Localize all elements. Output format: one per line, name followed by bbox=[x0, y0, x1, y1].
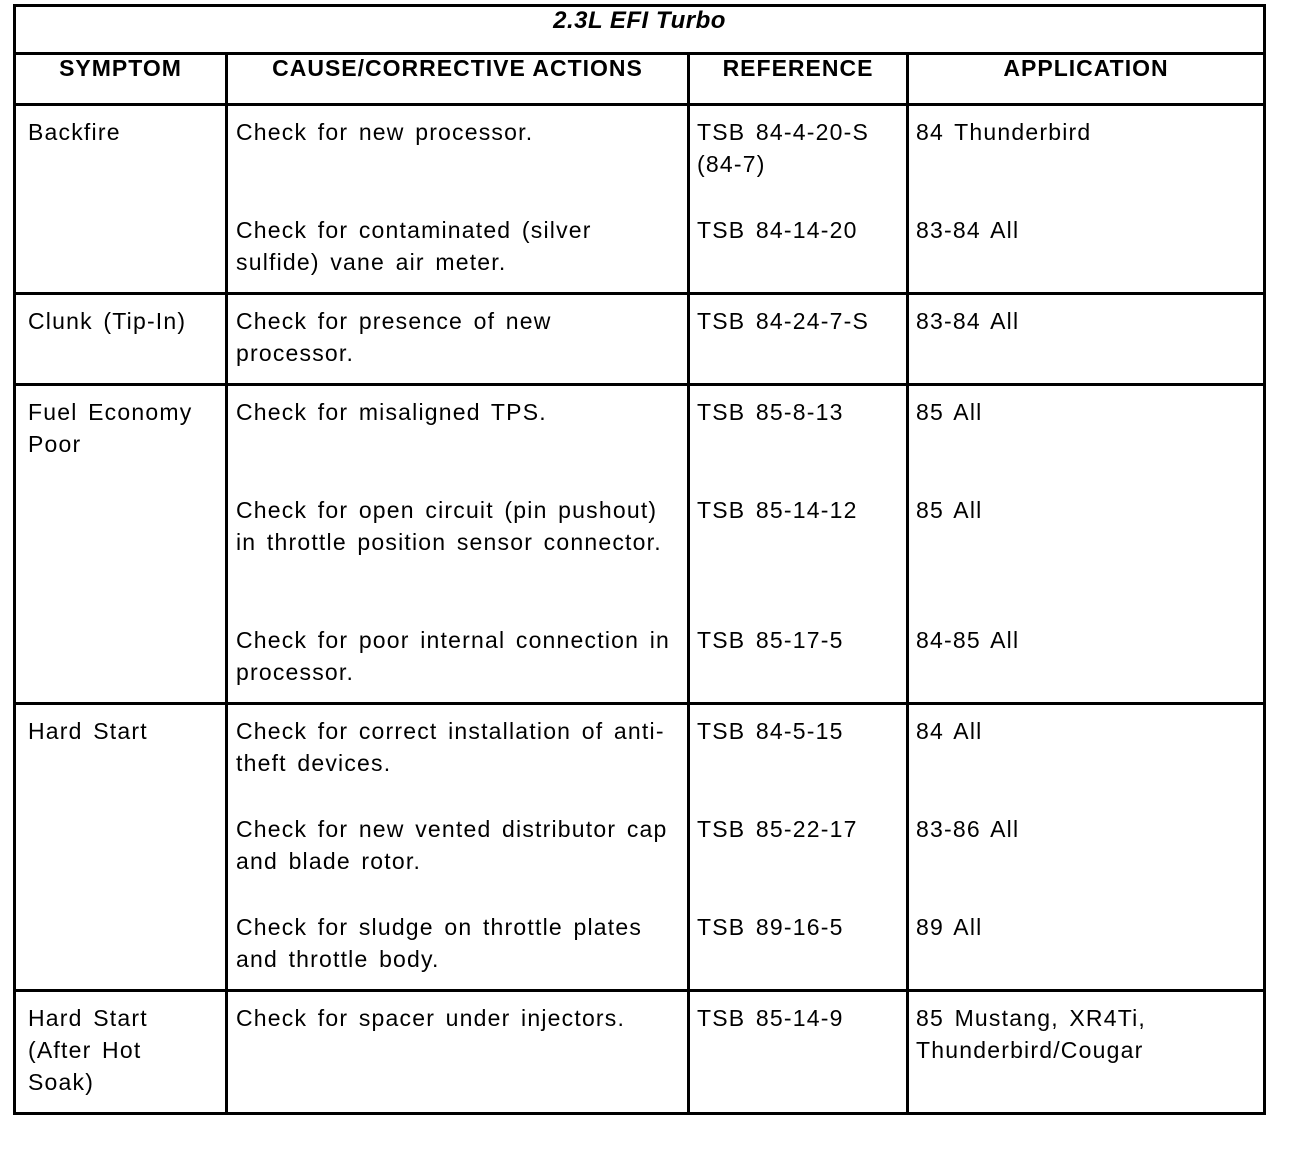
symptom-cell bbox=[15, 991, 227, 1114]
reference-cell bbox=[689, 704, 908, 991]
action-cell bbox=[227, 385, 689, 704]
reference-text: TSB 85-22-17 bbox=[697, 816, 858, 842]
table-row bbox=[15, 105, 1265, 294]
action-text: Check for contaminated (silver sulfide) vane air meter. bbox=[236, 217, 592, 275]
reference-text: TSB 85-14-12 bbox=[697, 497, 858, 523]
application-cell bbox=[908, 105, 1265, 294]
table-row bbox=[15, 991, 1265, 1114]
application-text: 85 All bbox=[916, 399, 983, 425]
action-text: Check for correct installation of anti-theft devices. bbox=[236, 718, 665, 776]
action-text: Check for poor internal connection in processor. bbox=[236, 627, 671, 685]
action-cell bbox=[227, 704, 689, 991]
reference-text: TSB 85-8-13 bbox=[697, 399, 844, 425]
table-row bbox=[15, 704, 1265, 991]
reference-cell bbox=[689, 105, 908, 294]
symptom-text: Fuel Economy Poor bbox=[28, 399, 193, 457]
reference-cell bbox=[689, 385, 908, 704]
table-row bbox=[15, 385, 1265, 704]
symptom-cell bbox=[15, 105, 227, 294]
action-text: Check for new processor. bbox=[236, 119, 534, 145]
action-text: Check for sludge on throttle plates and throttle body. bbox=[236, 914, 643, 972]
action-text: Check for misaligned TPS. bbox=[236, 399, 547, 425]
action-text: Check for presence of new processor. bbox=[236, 308, 552, 366]
action-cell bbox=[227, 991, 689, 1114]
header-application: APPLICATION bbox=[908, 54, 1265, 105]
reference-text: TSB 84-24-7-S bbox=[697, 308, 869, 334]
application-text: 83-86 All bbox=[916, 816, 1020, 842]
action-text: Check for spacer under injectors. bbox=[236, 1005, 626, 1031]
symptom-cell bbox=[15, 294, 227, 385]
reference-text: TSB 84-4-20-S (84-7) bbox=[697, 119, 869, 177]
application-cell bbox=[908, 704, 1265, 991]
reference-text: TSB 84-14-20 bbox=[697, 217, 858, 243]
reference-cell bbox=[689, 294, 908, 385]
symptom-text: Hard Start (After Hot Soak) bbox=[28, 1005, 148, 1095]
action-text: Check for open circuit (pin pushout) in throttle position sensor connector. bbox=[236, 497, 662, 555]
symptom-cell bbox=[15, 704, 227, 991]
application-cell bbox=[908, 294, 1265, 385]
table-title: 2.3L EFI Turbo bbox=[15, 6, 1265, 54]
application-text: 85 Mustang, XR4Ti, Thunderbird/Cougar bbox=[916, 1005, 1147, 1063]
symptom-text: Clunk (Tip-In) bbox=[28, 308, 187, 334]
application-text: 85 All bbox=[916, 497, 983, 523]
header-symptom: SYMPTOM bbox=[15, 54, 227, 105]
header-reference: REFERENCE bbox=[689, 54, 908, 105]
symptom-cell bbox=[15, 385, 227, 704]
application-text: 89 All bbox=[916, 914, 983, 940]
application-cell bbox=[908, 385, 1265, 704]
action-text: Check for new vented distributor cap and blade rotor. bbox=[236, 816, 668, 874]
reference-text: TSB 84-5-15 bbox=[697, 718, 844, 744]
reference-text: TSB 85-17-5 bbox=[697, 627, 844, 653]
application-text: 84-85 All bbox=[916, 627, 1020, 653]
reference-text: TSB 89-16-5 bbox=[697, 914, 844, 940]
symptom-text: Hard Start bbox=[28, 718, 148, 744]
application-text: 83-84 All bbox=[916, 308, 1020, 334]
action-cell bbox=[227, 105, 689, 294]
application-cell bbox=[908, 991, 1265, 1114]
tsb-table bbox=[13, 4, 1266, 1115]
header-cause: CAUSE/CORRECTIVE ACTIONS bbox=[227, 54, 689, 105]
action-cell bbox=[227, 294, 689, 385]
reference-text: TSB 85-14-9 bbox=[697, 1005, 844, 1031]
application-text: 84 Thunderbird bbox=[916, 119, 1092, 145]
symptom-text: Backfire bbox=[28, 119, 121, 145]
reference-cell bbox=[689, 991, 908, 1114]
application-text: 83-84 All bbox=[916, 217, 1020, 243]
application-text: 84 All bbox=[916, 718, 983, 744]
table-row bbox=[15, 294, 1265, 385]
